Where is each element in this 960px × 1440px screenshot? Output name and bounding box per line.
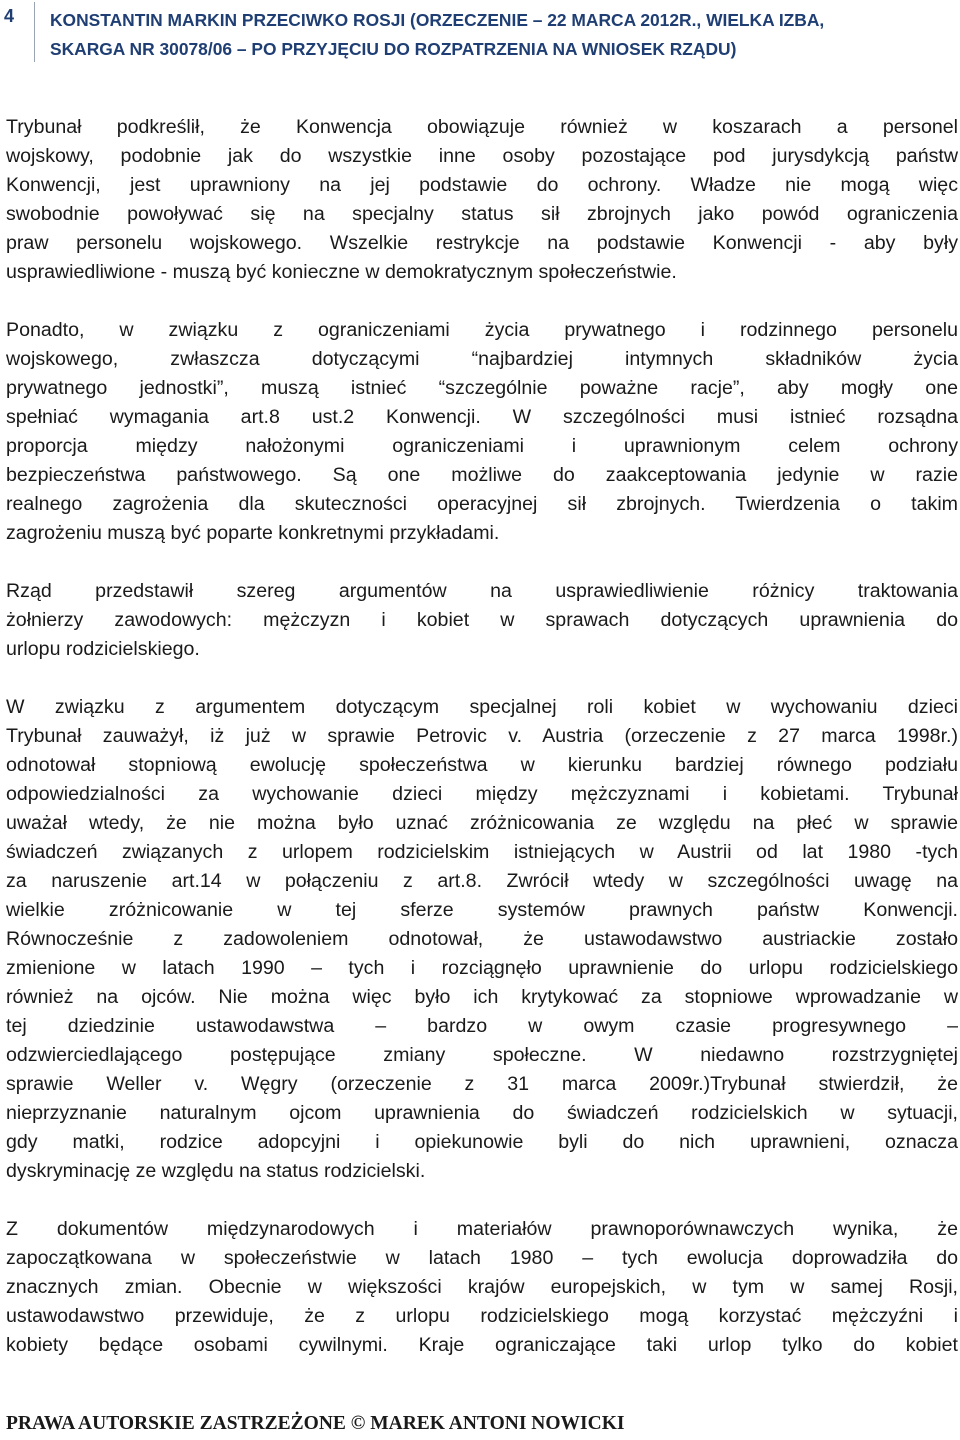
paragraph-line: Konwencji, jest uprawniony na jej podstawie do ochrony. Władze nie mogą więc (6, 174, 958, 196)
paragraph-line: ustawodawstwo przewiduje, że z urlopu rodzicielskiego mogą korzystać mężczyźni i (6, 1305, 958, 1327)
paragraph-line: dyskryminację ze względu na status rodzicielski. (6, 1160, 426, 1182)
paragraph-line: Trybunał podkreślił, że Konwencja obowiązuje również w koszarach a personel (6, 116, 958, 138)
paragraph-line: proporcja między nałożonymi ograniczeniami i uprawnionym celem ochrony (6, 435, 958, 457)
running-title (50, 6, 955, 64)
paragraph-line: gdy matki, rodzice adopcyjni i opiekunowie byli do nich uprawnieni, oznacza (6, 1131, 958, 1153)
paragraph-line: spełniać wymagania art.8 ust.2 Konwencji. W szczególności musi istnieć rozsądna (6, 406, 958, 428)
paragraph-line: za naruszenie art.14 w połączeniu z art.8. Zwrócił wtedy w szczególności uwagę na (6, 870, 958, 892)
paragraph (6, 1215, 958, 1360)
copyright-footer: PRAWA AUTORSKIE ZASTRZEŻONE © MAREK ANTONI NOWICKI (6, 1413, 625, 1434)
paragraph-line: realnego zagrożenia dla skuteczności operacyjnej sił zbrojnych. Twierdzenia o takim (6, 493, 958, 515)
paragraph-line: Ponadto, w związku z ograniczeniami życia prywatnego i rodzinnego personelu (6, 319, 958, 341)
paragraph-line: wielkie zróżnicowanie w tej sferze systemów prawnych państw Konwencji. (6, 899, 958, 921)
document-body (6, 113, 958, 1389)
paragraph-line: znacznych zmian. Obecnie w większości krajów europejskich, w tym w samej Rosji, (6, 1276, 958, 1298)
running-title-line-2: SKARGA NR 30078/06 – PO PRZYJĘCIU DO ROZPATRZENIA NA WNIOSEK RZĄDU) (50, 39, 737, 59)
paragraph-line: zagrożeniu muszą być poparte konkretnymi przykładami. (6, 522, 500, 544)
page-number: 4 (4, 6, 15, 26)
paragraph-line: Z dokumentów międzynarodowych i materiałów prawnoporównawczych wynika, że (6, 1218, 958, 1240)
paragraph-line: praw personelu wojskowego. Wszelkie restrykcje na podstawie Konwencji - aby były (6, 232, 958, 254)
paragraph (6, 577, 958, 664)
paragraph-line: W związku z argumentem dotyczącym specjalnej roli kobiet w wychowaniu dzieci (6, 696, 958, 718)
paragraph-line: wojskowego, zwłaszcza dotyczącymi “najbardziej intymnych składników życia (6, 348, 958, 370)
paragraph (6, 316, 958, 548)
paragraph-line: prywatnego jednostki”, muszą istnieć “szczególnie poważne racje”, aby mogły one (6, 377, 958, 399)
paragraph-line: bezpieczeństwa państwowego. Są one możliwe do zaakceptowania jedynie w razie (6, 464, 958, 486)
paragraph-line: zapoczątkowana w społeczeństwie w latach 1980 – tych ewolucja doprowadziła do (6, 1247, 958, 1269)
paragraph-line: kobiety będące osobami cywilnymi. Kraje ograniczające taki urlop tylko do kobiet (6, 1334, 958, 1356)
paragraph-line: odnotował stopniową ewolucję społeczeństwa w kierunku bardziej równego podziału (6, 754, 958, 776)
header-divider (34, 2, 35, 62)
paragraph-line: odzwierciedlającego postępujące zmiany społeczne. W niedawno rozstrzygniętej (6, 1044, 958, 1066)
paragraph-line: uważał wtedy, że nie można było uznać zróżnicowania ze względu na płeć w sprawie (6, 812, 958, 834)
paragraph-line: zmienione w latach 1990 – tych i rozciągnęło uprawnienie do urlopu rodzicielskiego (6, 957, 958, 979)
paragraph-line: wojskowy, podobnie jak do wszystkie inne osoby pozostające pod jurysdykcją państw (6, 145, 958, 167)
paragraph-line: swobodnie powoływać się na specjalny status sił zbrojnych jako powód ograniczenia (6, 203, 958, 225)
paragraph-line: świadczeń związanych z urlopem rodzicielskim istniejących w Austrii od lat 1980 -tych (6, 841, 958, 863)
paragraph-line: również na ojców. Nie można więc było ich krytykować za stopniowe wprowadzanie w (6, 986, 958, 1008)
paragraph (6, 693, 958, 1186)
paragraph-line: usprawiedliwione - muszą być konieczne w demokratycznym społeczeństwie. (6, 261, 677, 283)
paragraph-line: tej dziedzinie ustawodawstwa – bardzo w owym czasie progresywnego – (6, 1015, 958, 1037)
paragraph-line: Rząd przedstawił szereg argumentów na usprawiedliwienie różnicy traktowania (6, 580, 958, 602)
paragraph-line: Równocześnie z zadowoleniem odnotował, że ustawodawstwo austriackie zostało (6, 928, 958, 950)
paragraph-line: sprawie Weller v. Węgry (orzeczenie z 31 marca 2009r.)Trybunał stwierdził, że (6, 1073, 958, 1095)
running-title-line-1: KONSTANTIN MARKIN PRZECIWKO ROSJI (ORZECZENIE – 22 MARCA 2012R., WIELKA IZBA, (50, 10, 825, 30)
paragraph-line: Trybunał zauważył, iż już w sprawie Petrovic v. Austria (orzeczenie z 27 marca 1998r.) (6, 725, 958, 747)
page-header (0, 0, 960, 68)
paragraph-line: nieprzyznanie naturalnym ojcom uprawnienia do świadczeń rodzicielskich w sytuacji, (6, 1102, 958, 1124)
paragraph-line: urlopu rodzicielskiego. (6, 638, 200, 660)
paragraph-line: odpowiedzialności za wychowanie dzieci między mężczyznami i kobietami. Trybunał (6, 783, 958, 805)
paragraph (6, 113, 958, 287)
paragraph-line: żołnierzy zawodowych: mężczyzn i kobiet w sprawach dotyczących uprawnienia do (6, 609, 958, 631)
